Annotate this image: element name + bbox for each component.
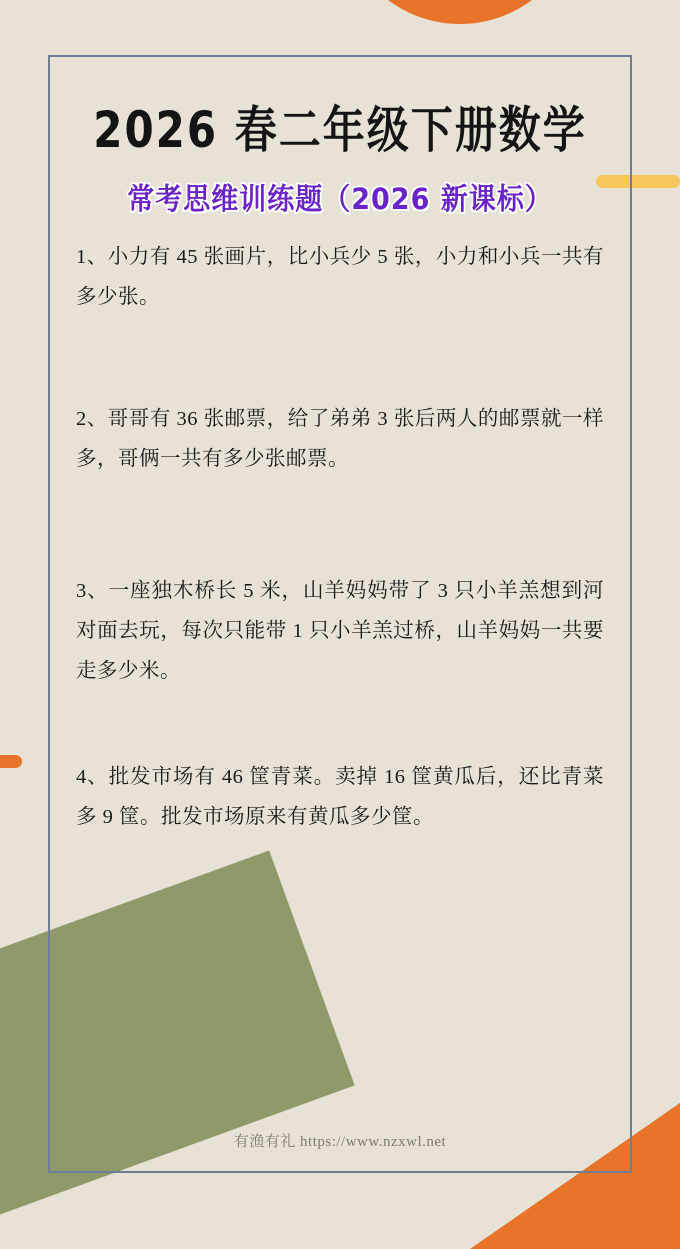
- answer-space: [76, 698, 604, 758]
- problem-item: 4、批发市场有 46 筐青菜。卖掉 16 筐黄瓜后，还比青菜多 9 筐。批发市场原来有黄瓜多少筐。: [76, 766, 604, 829]
- footer-watermark: 有渔有礼 https://www.nzxwl.net: [233, 1134, 447, 1150]
- problem-item: 3、一座独木桥长 5 米，山羊妈妈带了 3 只小羊羔想到河对面去玩，每次只能带 1 只小羊羔过桥，山羊妈妈一共要走多少米。: [76, 580, 604, 683]
- problem-item: 2、哥哥有 36 张邮票，给了弟弟 3 张后两人的邮票就一样多，哥俩一共有多少张邮票。: [76, 408, 604, 471]
- page-subtitle: 常考思维训练题（2026 新课标）: [127, 183, 553, 218]
- answer-space: [76, 324, 604, 400]
- top-arc-decoration: [340, 0, 580, 24]
- answer-space: [76, 486, 604, 572]
- page-subtitle-container: [76, 177, 604, 216]
- worksheet-sheet: [48, 55, 632, 1173]
- left-dash-decoration: [0, 755, 22, 768]
- problem-item: 1、小力有 45 张画片，比小兵少 5 张，小力和小兵一共有多少张。: [76, 246, 604, 309]
- page-title: 2026 春二年级下册数学: [93, 101, 587, 159]
